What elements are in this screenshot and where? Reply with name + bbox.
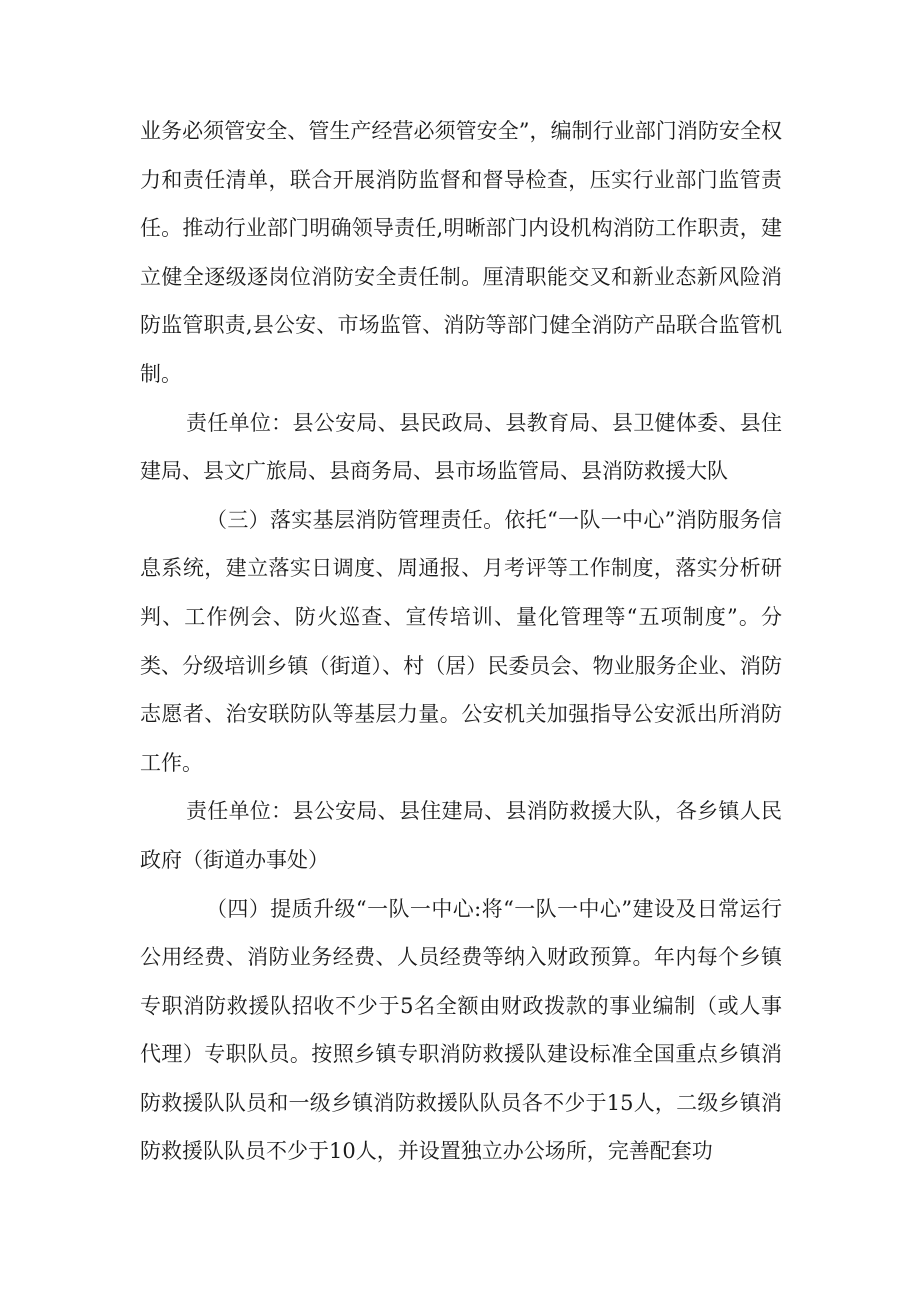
document-body <box>140 107 782 1176</box>
paragraph-responsible-units-2: 责任单位：县公安局、县住建局、县消防救援大队，各乡镇人民政府（街道办事处） <box>140 799 782 872</box>
paragraph-section-3: （三）落实基层消防管理责任。依托“一队一中心”消防服务信息系统，建立落实日调度、周通报、月考评等工作制度，落实分析研判、工作例会、防火巡查、宣传培训、量化管理等“五项制度”。分类、分级培训乡镇（街道）、村（居）民委员会、物业服务企业、消防志愿者、治安联防队等基层力量。公安机关加强指导公安派出所消防工作。 <box>140 507 782 775</box>
paragraph-continuation: 业务必须管安全、管生产经营必须管安全”，编制行业部门消防安全权力和责任清单，联合开展消防监督和督导检查，压实行业部门监管责任。推动行业部门明确领导责任,明晰部门内设机构消防工作职责，建立健全逐级逐岗位消防安全责任制。厘清职能交叉和新业态新风险消防监管职责,县公安、市场监管、消防等部门健全消防产品联合监管机制。 <box>140 119 782 386</box>
paragraph-section-4: （四）提质升级“一队一中心:将“一队一中心”建设及日常运行公用经费、消防业务经费、人员经费等纳入财政预算。年内每个乡镇专职消防救援队招收不少于5名全额由财政拨款的事业编制（或人事代理）专职队员。按照乡镇专职消防救援队建设标准全国重点乡镇消防救援队队员和一级乡镇消防救援队队员各不少于15人，二级乡镇消防救援队队员不少于10人，并设置独立办公场所，完善配套功 <box>140 896 782 1164</box>
paragraph-responsible-units-1: 责任单位：县公安局、县民政局、县教育局、县卫健体委、县住建局、县文广旅局、县商务局、县市场监管局、县消防救援大队 <box>140 410 782 484</box>
